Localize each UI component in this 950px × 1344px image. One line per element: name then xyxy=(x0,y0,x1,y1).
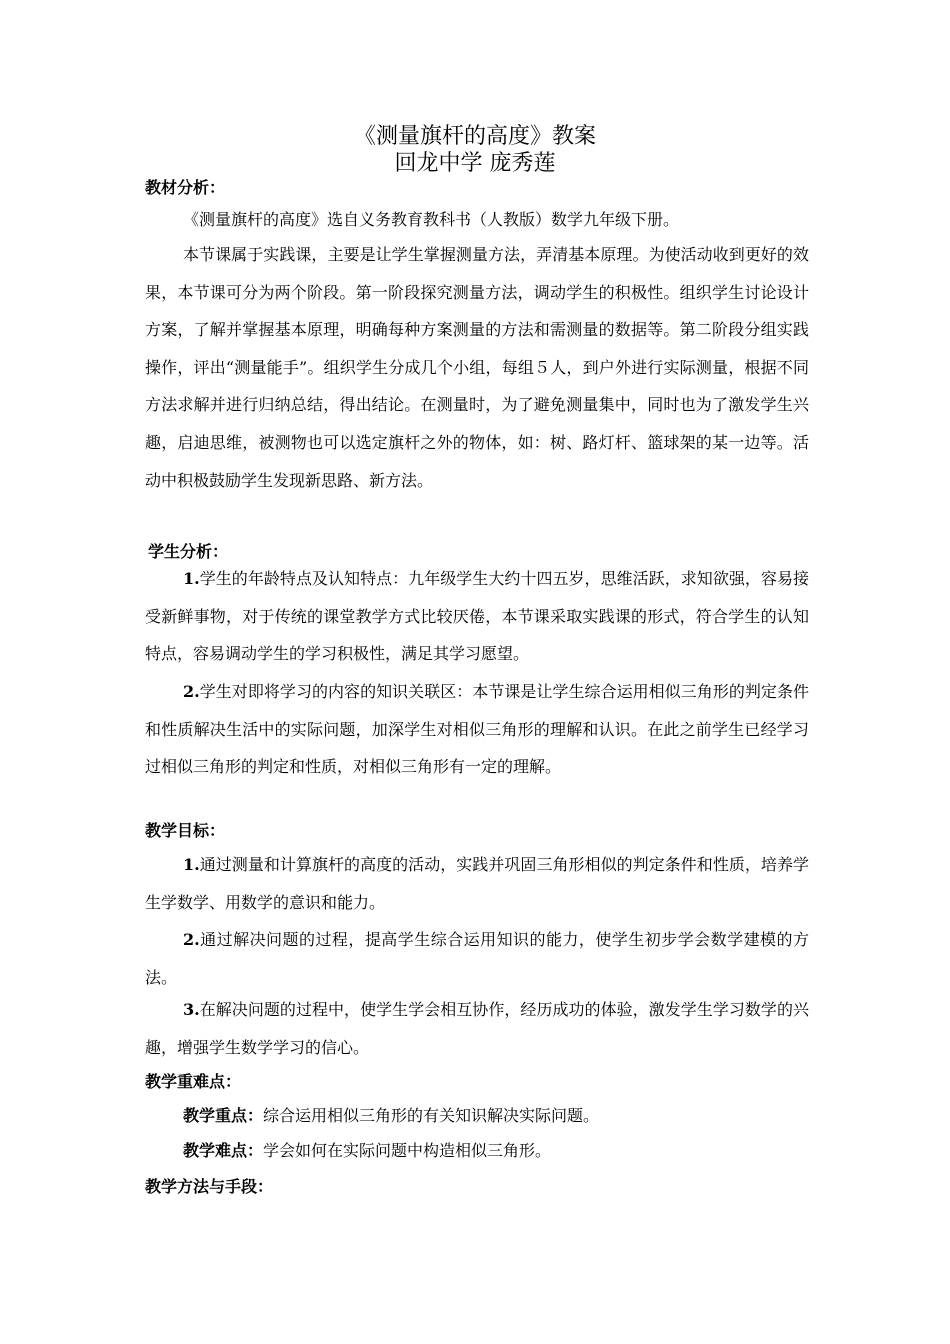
item-number: 1. xyxy=(183,855,200,874)
heading-student-analysis: 学生分析： xyxy=(148,542,229,561)
item-text: 在解决问题的过程中，使学生学会相互协作，经历成功的体验，激发学生学习数学的兴趣，增强学生数学学习的信心。 xyxy=(145,1000,809,1057)
item-number: 2. xyxy=(183,930,200,949)
heading-teaching-goals: 教学目标： xyxy=(145,821,226,840)
author-line: 回龙中学 庞秀莲 xyxy=(394,151,556,176)
teaching-difficulty-label: 教学难点： xyxy=(183,1141,264,1160)
student-analysis-item-2 xyxy=(145,673,809,786)
teaching-focus-text: 综合运用相似三角形的有关知识解决实际问题。 xyxy=(263,1106,600,1125)
teaching-goal-item-3 xyxy=(145,991,809,1066)
item-number: 2. xyxy=(183,682,200,701)
textbook-analysis-paragraph-2: 本节课属于实践课，主要是让学生掌握测量方法，弄清基本原理。为使活动收到更好的效果，本节课可分为两个阶段。第一阶段探究测量方法，调动学生的积极性。组织学生讨论设计方案，了解并掌握基本原理，明确每种方案测量的方法和需测量的数据等。第二阶段分组实践操作，评出“测量能手”。组织学生分成几个小组，每组５人，到户外进行实际测量，根据不同方法求解并进行归纳总结，得出结论。在测量时，为了避免测量集中，同时也为了激发学生兴趣，启迪思维，被测物也可以选定旗杆之外的物体，如：树、路灯杆、篮球架的某一边等。活动中积极鼓励学生发现新思路、新方法。 xyxy=(145,245,809,490)
document-title: 《测量旗杆的高度》教案 xyxy=(353,124,596,149)
textbook-analysis-paragraph-1: 《测量旗杆的高度》选自义务教育教科书（人教版）数学九年级下册。 xyxy=(183,210,680,229)
teaching-focus-label: 教学重点： xyxy=(183,1106,264,1125)
item-text: 通过测量和计算旗杆的高度的活动，实践并巩固三角形相似的判定条件和性质，培养学生学数学、用数学的意识和能力。 xyxy=(145,855,809,912)
item-number: 3. xyxy=(183,1000,200,1019)
item-text: 学生对即将学习的内容的知识关联区：本节课是让学生综合运用相似三角形的判定条件和性质解决生活中的实际问题，加深学生对相似三角形的理解和认识。在此之前学生已经学习过相似三角形的判定和性质，对相似三角形有一定的理解。 xyxy=(145,682,809,777)
teaching-goal-item-1 xyxy=(145,846,809,921)
item-text: 学生的年龄特点及认知特点：九年级学生大约十四五岁，思维活跃，求知欲强，容易接受新鲜事物，对于传统的课堂教学方式比较厌倦，本节课采取实践课的形式，符合学生的认知特点，容易调动学生的学习积极性，满足其学习愿望。 xyxy=(145,569,809,664)
item-text: 通过解决问题的过程，提高学生综合运用知识的能力，使学生初步学会数学建模的方法。 xyxy=(145,930,809,987)
teaching-focus-line xyxy=(145,1105,809,1127)
item-number: 1. xyxy=(183,569,200,588)
heading-key-points: 教学重难点： xyxy=(145,1072,242,1091)
heading-textbook-analysis: 教材分析： xyxy=(145,178,226,197)
student-analysis-item-1 xyxy=(145,560,809,673)
teaching-difficulty-text: 学会如何在实际问题中构造相似三角形。 xyxy=(263,1141,552,1160)
teaching-difficulty-line xyxy=(145,1140,809,1162)
heading-methods: 教学方法与手段： xyxy=(145,1177,274,1196)
teaching-goal-item-2 xyxy=(145,921,809,996)
